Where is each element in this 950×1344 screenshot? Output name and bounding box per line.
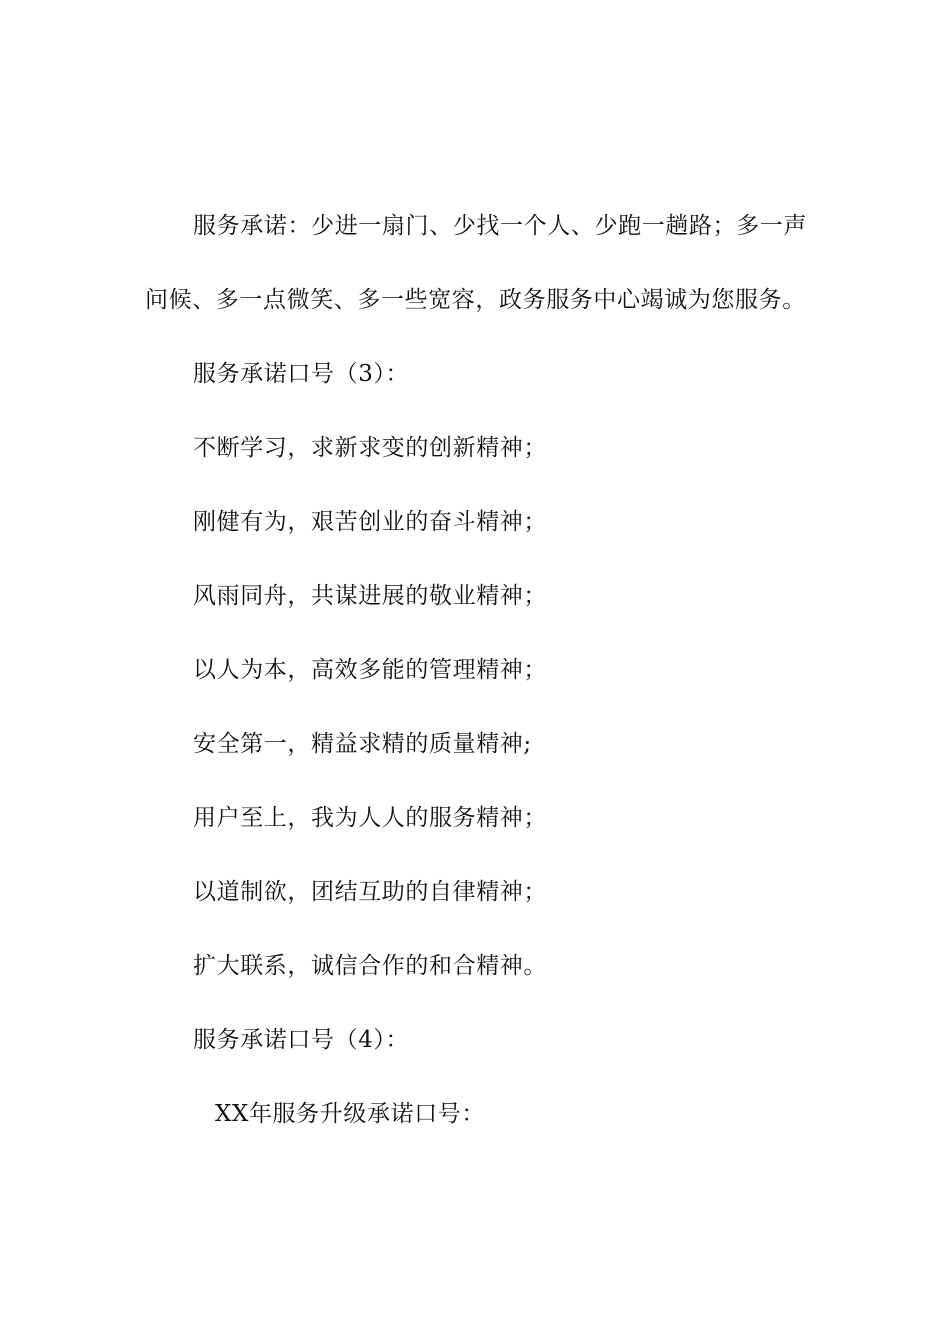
paragraph-service-commitment: 服务承诺：少进一扇门、少找一个人、少跑一趟路；多一声问候、多一点微笑、多一些宽容，政务服务中心竭诚为您服务。 <box>145 213 807 313</box>
paragraph-harmony-spirit: 扩大联系，诚信合作的和合精神。 <box>193 953 547 979</box>
document-body <box>145 189 807 1151</box>
paragraph-innovation-spirit: 不断学习，求新求变的创新精神； <box>193 435 547 461</box>
paragraph-upgrade-slogan-heading: XX年服务升级承诺口号： <box>215 1101 485 1127</box>
paragraph-service-spirit: 用户至上，我为人人的服务精神； <box>193 805 547 831</box>
paragraph-discipline-spirit: 以道制欲，团结互助的自律精神； <box>193 879 547 905</box>
paragraph-slogan-4-heading: 服务承诺口号（4）： <box>193 1027 410 1053</box>
paragraph-slogan-3-heading: 服务承诺口号（3）： <box>193 361 410 387</box>
paragraph-dedication-spirit: 风雨同舟，共谋进展的敬业精神； <box>193 583 547 609</box>
paragraph-struggle-spirit: 刚健有为，艰苦创业的奋斗精神； <box>193 509 547 535</box>
paragraph-quality-spirit: 安全第一，精益求精的质量精神; <box>193 731 532 757</box>
paragraph-management-spirit: 以人为本，高效多能的管理精神； <box>193 657 547 683</box>
